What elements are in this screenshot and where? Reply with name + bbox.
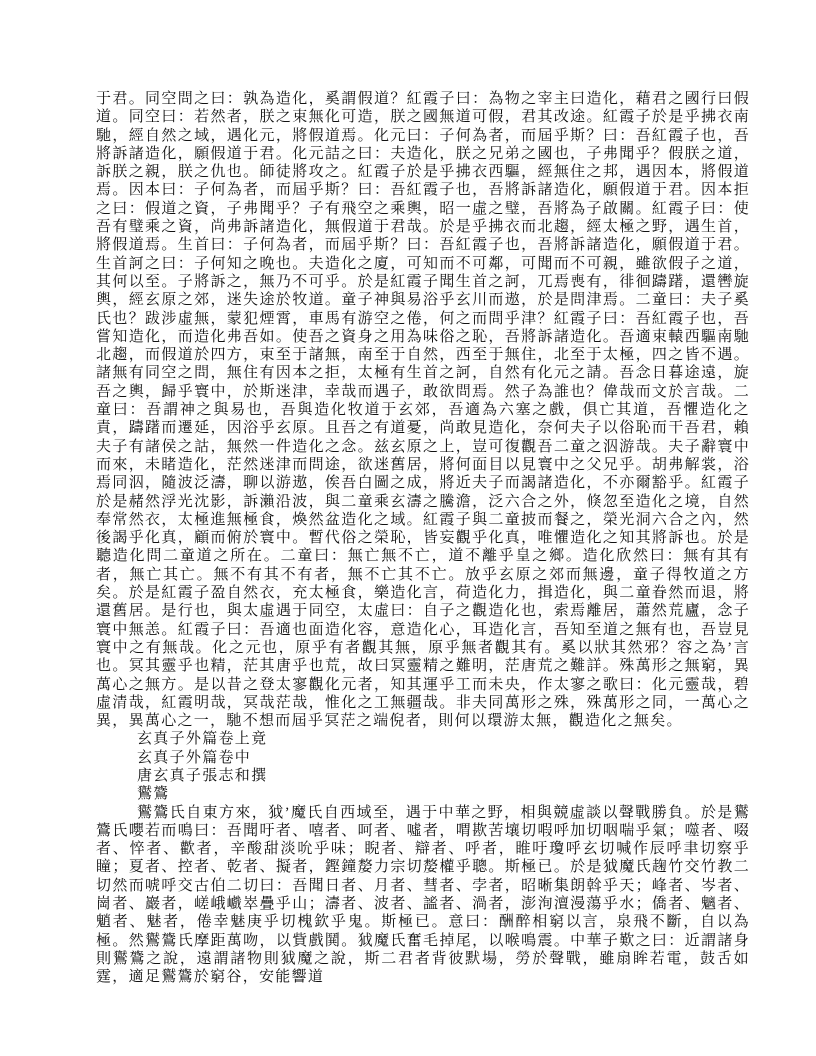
volume-end-line: 玄真子外篇卷上竟 — [137, 731, 268, 748]
text-block — [96, 90, 750, 987]
author-line: 唐玄真子張志和撰 — [137, 767, 268, 784]
body-paragraph-1: 于君。同空問之曰：孰為造化，奚謂假道？紅霞子曰：為物之宰主曰造化，藉君之國行曰假道。同空曰：若然者，朕之束無化可造，朕之國無道可假，君其改途。紅霞子於是乎拂衣南馳，經自然之域，遇化元，將假道焉。化元曰：子何為者，而屆乎斯？曰：吾紅霞子也，吾將訴諸造化，願假道于君。化元詰之曰：夫造化，朕之兄弟之國也，子弗聞乎？假朕之道，訴朕之親，朕之仇也。師徒將攻之。紅霞子於是乎拂衣西驅，經無住之邦，遇因本，將假道焉。因本曰：子何為者，而屆乎斯？曰：吾紅霞子也，吾將訴諸造化，願假道于君。因本拒之曰：假道之資，子弗聞乎？子有飛空之乘輿，昭一虛之璧，吾將為子啟關。紅霞子曰：使吾有璧乘之資，尚弗訴諸造化，無假道于君哉。於是乎拂衣而北趨，經太極之野，遇生首，將假道焉。生首曰：子何為者，而屆乎斯？曰：吾紅霞子也，吾將訴諸造化，願假道于君。生首訶之曰：子何知之晚也。夫造化之廈，可知而不可鄰，可聞而不可親，雖欲假子之道，其何以至。子將訴之，無乃不可乎。於是紅霞子聞生首之訶，兀焉喪有，徘徊躊躇，還轡旋輿，經玄原之郊，迷失途於牧道。童子神與易浴乎玄川而遨，於是問津焉。二童曰：夫子奚氏也？跋涉虛無，蒙犯煙霄，車馬有游空之倦，何之而問乎津？紅霞子曰：吾紅霞子也，吾嘗知造化，而造化弗吾如。使吾之資身之用為味俗之恥，吾將訴諸造化。吾適束轅西驅南馳北趨，而假道於四方，束至于諸無，南至于自然，西至于無住，北至于太極，四之皆不遇。諸無有同空之問，無住有因本之拒，太極有生首之訶，自然有化元之請。吾念日暮途遠，旋吾之輿，歸乎寰中，於斯迷津，幸哉而遇子，敢欲問焉。然子為誰也？偉哉而文於言哉。二童曰：吾謂神之與易也，吾與造化牧道于玄郊，吾適為六塞之戲，俱亡其道，吾懼造化之責，躊躇而遷延，因浴乎玄原。且吾之有道憂，尚敢見造化，奈何夫子以俗恥而干吾君，賴夫子有諸侯之詁，無然一件造化之念。兹玄原之上，豈可復觀吾二童之泅游哉。夫子辭寰中而來，未睹造化，茫然迷津而問途，欲迷舊居，將何面目以見寰中之父兄乎。胡弗解裳，浴焉同泅，隨波泛濤，聊以游遨，俟吾白圖之成，將近夫子而謁諸造化，不亦爾豁乎。紅霞子於是赭然浮光沈影，訴瀨沿波，與二童乘玄濤之騰澹，泛六合之外，倏忽至造化之境，自然奉常然衣，太極進無極食，煥然盆造化之域。紅霞子與二童披而餐之，榮光洞六合之內，然後謁乎化真，顧而俯於寰中。暫代俗之榮恥，皆妄觀乎化真，唯懼造化之知其將訴也。於是聽造化問二童道之所在。二童曰：無亡無不亡，道不離乎皇之鄉。造化欣然曰：無有其有者，無亡其亡。無不有其不有者，無不亡其不亡。放乎玄原之郊而無邊，童子得牧道之方矣。於是紅霞子盈自然衣，充太極食，樂造化言，荷造化力，揖造化，與二童眷然而退，將還舊居。是行也，與太虛遇于同空，太虛曰：自子之觀造化也，索焉離居，蕭然荒廬，念子寰中無恙。紅霞子曰：吾適也面造化容，意造化心，耳造化言，吾知至道之無有也，吾豈見寰中之有無哉。化之元也，原乎有者觀其無，原乎無者觀其有。奚以狀其然邪？容之為’言也。冥其靈乎也精，茫其唐乎也荒，故曰冥靈精之難明，茫唐荒之難詳。殊萬形之無窮，異萬心之無方。是以昔之登太寥觀化元者，知其運乎工而未央，作太寥之歌曰：化元靈哉，碧虛清哉，紅霞明哉，冥哉茫哉，惟化之工無疆哉。非夫同萬形之殊，殊萬形之同，一萬心之異，異萬心之一，馳不想而屆乎冥茫之端倪者，則何以環游太無，觀造化之無矣。 — [96, 91, 750, 730]
body-paragraph-2: 鸑鷟氏自東方來，狘’魔氏自西域至，遇于中華之野，相與競虛談以聲戰勝負。於是鸑鷟氏嚶若而鳴曰：吾聞吁者、嘻者、呵者、噓者，喟歁苦壤切㗇呼加切咽喘乎氣；噬者、啜者、悴者、歡者，辛酸甜淡吮乎味；睨者、辯者、呼者，睢吁瓊呼玄切喊作辰呼聿切察乎瞳；夏者、控者、乾者、擬者，鏗鐘嫠力宗切嫠權乎聰。斯極已。於是狘魔氏趜竹交竹教二切然而唬呼交古伯二切曰：吾聞日者、月者、彗者、孛者，昭晰集朗斡乎天；峰者、岑者、崗者、巖者，嵯峨巇崒疊乎山；濤者、波者、謐者、渦者，澎洵澶漫蕩乎水；僑者、魑者、魈者、魅者，倦幸魅庚乎切槐欽乎鬼。斯極已。意曰：酬醉相窮以言，泉飛不斷，自以為極。然鸑鷟氏摩距萬吻，以貲戲鬨。狘魔氏奮毛掉尾，以喉鳴震。中華子歎之曰：近謂諸身則鸑鷟之說，遠謂諸物則狘魔之說，斯二君者背彼默場，勞於聲戰，雖扇眸若電，鼓舌如霆，適足鸑鷟於窮谷，安能響道 — [96, 804, 750, 986]
chapter-title: 鸑鷟 — [137, 786, 170, 803]
volume-start-line: 玄真子外篇卷中 — [137, 749, 252, 766]
